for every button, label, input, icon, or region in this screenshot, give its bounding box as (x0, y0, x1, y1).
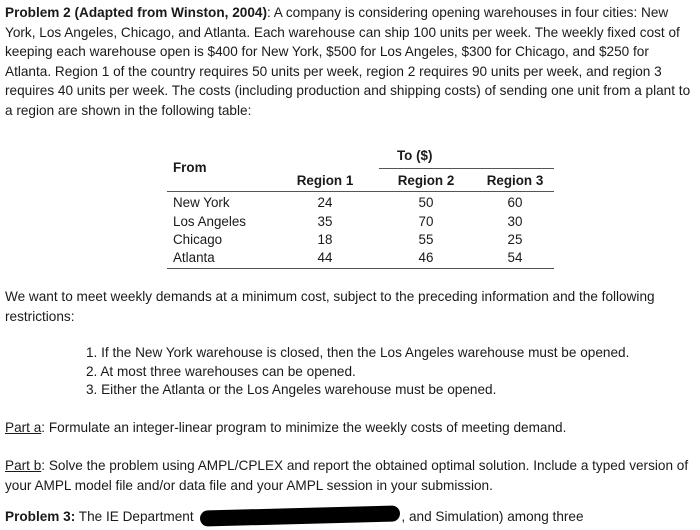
table-row-city: Atlanta (173, 250, 215, 265)
restriction-item: 2. At most three warehouses can be opened. (86, 363, 356, 379)
table-to-label: To ($) (397, 148, 433, 163)
cost-table (167, 141, 554, 269)
table-cell: 46 (418, 250, 434, 265)
restriction-item: 1. If the New York warehouse is closed, then the Los Angeles warehouse must be opened. (86, 345, 630, 360)
part-a-text: : Formulate an integer-linear program to minimize the weekly costs of meeting demand. (41, 420, 567, 435)
problem2-intro (5, 3, 693, 121)
table-rule-top (379, 168, 554, 169)
part-b-text: : Solve the problem using AMPL/CPLEX and report the obtained optimal solution. Include a typed version of your AMPL model file and/or data file and your AMPL session in your submission. (5, 458, 689, 493)
problem3-text-start: The IE Department (75, 509, 198, 524)
table-rule-bottom (167, 268, 554, 269)
table-rule-header (167, 191, 554, 192)
problem3-text-end: , and Simulation) among three (401, 509, 584, 524)
table-cell: 24 (317, 195, 333, 210)
part-a (5, 418, 566, 438)
part-b (5, 456, 693, 495)
table-cell: 18 (317, 232, 333, 247)
table-from-label: From (173, 160, 207, 175)
problem2-intro-text: : A company is considering opening warehouses in four cities: New York, Los Angeles, Chicago, and Atlanta. Each warehouse can ship 100 units per week. The weekly fixed cost of keeping each warehouse open is $400 for New York, $500 for Los Angeles, $300 for Chicago, and $250 for Atlanta. Region 1 of the country requires 50 units per week, region 2 requires 90 units per week, and region 3 requires 40 units per week. The costs (including production and shipping costs) of sending one unit from a plant to a region are shown in the following table: (5, 5, 691, 118)
table-column-header: Region 3 (486, 173, 544, 188)
table-column-header: Region 1 (296, 173, 354, 188)
problem3-line (5, 507, 584, 527)
table-cell: 30 (507, 214, 523, 229)
table-cell: 55 (418, 232, 434, 247)
table-column-header: Region 2 (397, 173, 455, 188)
table-row-city: Chicago (173, 232, 223, 247)
table-row-city: New York (173, 195, 230, 210)
restriction-item: 3. Either the Atlanta or the Los Angeles warehouse must be opened. (86, 382, 497, 397)
demand-paragraph: We want to meet weekly demands at a minimum cost, subject to the preceding information and the following restrictions: (5, 289, 655, 324)
table-cell: 25 (507, 232, 523, 247)
part-a-label: Part a (5, 420, 42, 435)
table-cell: 44 (317, 250, 333, 265)
table-cell: 54 (507, 250, 523, 265)
problem2-title: Problem 2 (Adapted from Winston, 2004) (5, 5, 267, 20)
table-cell: 35 (317, 214, 333, 229)
restrictions-list (86, 344, 629, 400)
table-cell: 60 (507, 195, 523, 210)
part-b-label: Part b (5, 458, 42, 473)
table-cell: 70 (418, 214, 434, 229)
table-cell: 50 (418, 195, 434, 210)
redaction-mark (200, 505, 400, 526)
table-row-city: Los Angeles (173, 214, 246, 229)
problem3-label: Problem 3: (5, 509, 76, 524)
